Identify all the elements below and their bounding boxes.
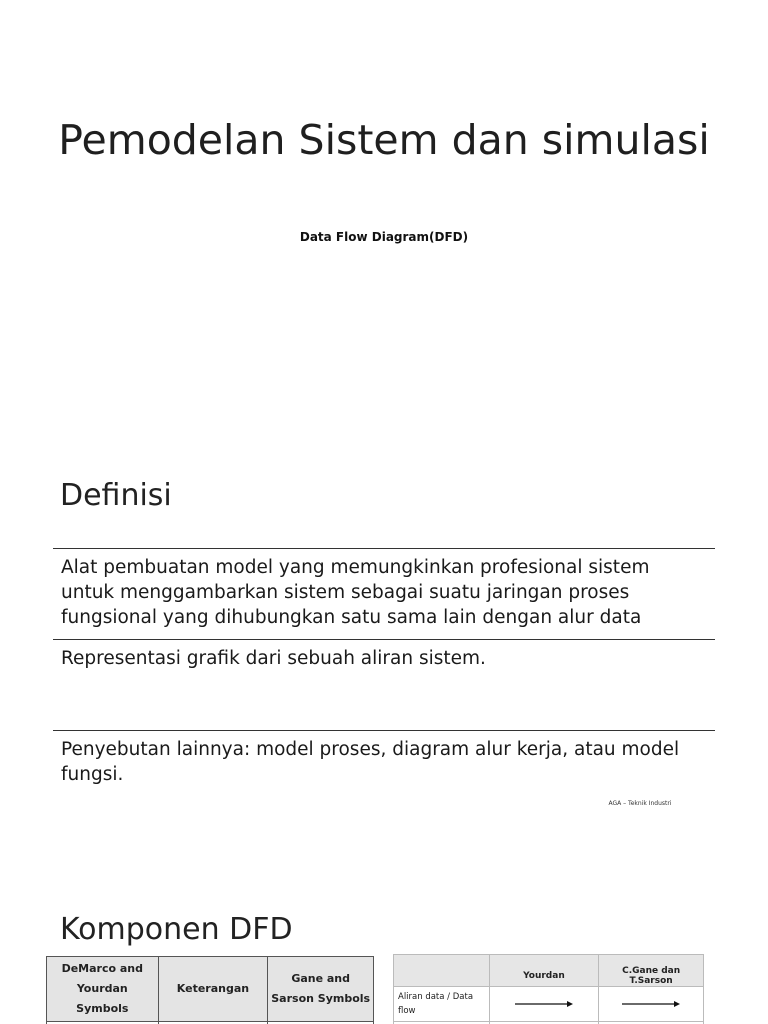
presentation-title: Pemodelan Sistem dan simulasi [58,116,710,164]
row-label: Aliran data / Data flow [394,987,490,1022]
presentation-subtitle: Data Flow Diagram(DFD) [299,230,469,244]
table-cell [599,987,704,1022]
table-header-row [47,957,374,1022]
symbols-table-left [46,956,374,1024]
table-row [394,987,704,1022]
table-header-cell: DeMarco and Yourdan Symbols [47,957,159,1022]
components-title: Komponen DFD [60,912,293,947]
arrow-icon [622,1000,680,1008]
table-header-cell: Gane and Sarson Symbols [268,957,374,1022]
components-slide [0,880,768,1024]
table-header-row [394,955,704,987]
table-header-cell [394,955,490,987]
definition-row: Alat pembuatan model yang memungkinkan profesional sistem untuk menggambarkan sistem sebagai suatu jaringan proses fungsional yang dihubungkan satu sama lain dengan alur data [53,548,715,640]
table-header-cell: C.Gane dan T.Sarson [599,955,704,987]
definition-slide [0,430,768,880]
slide-footer: AGA – Teknik Industri [608,800,672,807]
title-slide [0,0,768,430]
table-header-cell: Keterangan [158,957,268,1022]
table-header-cell: Yourdan [489,955,599,987]
definition-title: Definisi [60,478,172,513]
definition-row: Representasi grafik dari sebuah aliran sistem. [53,639,715,731]
arrow-icon [515,1000,573,1008]
symbols-table-right [393,954,704,1024]
table-cell [489,987,599,1022]
definition-row: Penyebutan lainnya: model proses, diagram alur kerja, atau model fungsi. [53,730,715,810]
